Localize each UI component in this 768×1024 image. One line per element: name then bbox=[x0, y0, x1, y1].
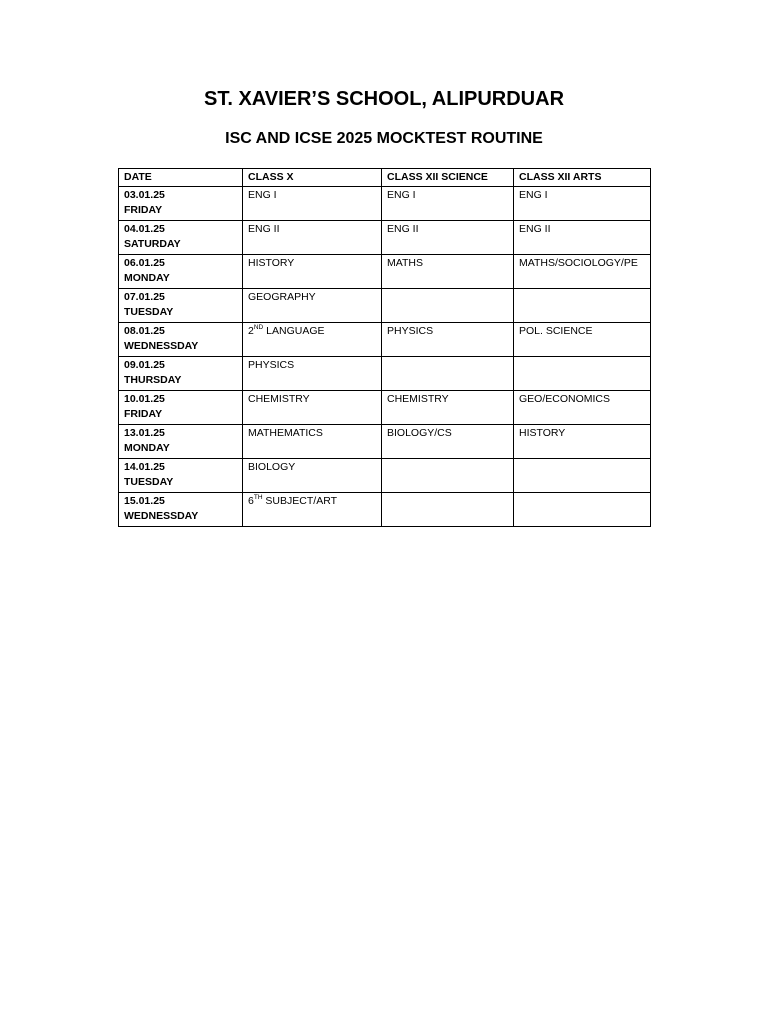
class-x-subject-text: HISTORY bbox=[248, 257, 295, 269]
date-cell bbox=[119, 425, 243, 459]
class-xii-arts-subject bbox=[514, 357, 651, 391]
header-class-xii-arts: CLASS XII ARTS bbox=[514, 169, 651, 187]
exam-date: 04.01.25 bbox=[124, 223, 165, 235]
exam-day: MONDAY bbox=[124, 272, 170, 284]
table-row bbox=[119, 493, 651, 527]
table-row bbox=[119, 187, 651, 221]
exam-date: 14.01.25 bbox=[124, 461, 165, 473]
class-x-subject-text: PHYSICS bbox=[248, 359, 295, 371]
class-xii-science-subject bbox=[382, 493, 514, 527]
exam-date: 10.01.25 bbox=[124, 393, 165, 405]
class-x-subject-rest: SUBJECT/ART bbox=[262, 495, 337, 507]
class-x-subject-text: GEOGRAPHY bbox=[248, 291, 316, 303]
class-x-subject-text: 2 bbox=[248, 325, 254, 337]
table-row bbox=[119, 289, 651, 323]
header-class-x: CLASS X bbox=[243, 169, 382, 187]
class-xii-arts-subject: ENG II bbox=[514, 221, 651, 255]
class-xii-science-subject: PHYSICS bbox=[382, 323, 514, 357]
class-x-subject bbox=[243, 255, 382, 289]
class-xii-science-subject: ENG I bbox=[382, 187, 514, 221]
page-subtitle: ISC AND ICSE 2025 MOCKTEST ROUTINE bbox=[225, 130, 543, 147]
table-header-row bbox=[119, 169, 651, 187]
date-cell bbox=[119, 391, 243, 425]
exam-date: 13.01.25 bbox=[124, 427, 165, 439]
exam-date: 07.01.25 bbox=[124, 291, 165, 303]
class-x-subject-text: CHEMISTRY bbox=[248, 393, 310, 405]
exam-date: 08.01.25 bbox=[124, 325, 165, 337]
class-xii-science-subject: ENG II bbox=[382, 221, 514, 255]
table-row bbox=[119, 391, 651, 425]
header-date: DATE bbox=[119, 169, 243, 187]
class-xii-science-subject: MATHS bbox=[382, 255, 514, 289]
exam-day: WEDNESSDAY bbox=[124, 510, 199, 522]
exam-day: SATURDAY bbox=[124, 238, 181, 250]
exam-date: 06.01.25 bbox=[124, 257, 165, 269]
header-class-xii-science: CLASS XII SCIENCE bbox=[382, 169, 514, 187]
date-cell bbox=[119, 289, 243, 323]
class-xii-arts-subject bbox=[514, 459, 651, 493]
class-xii-science-subject: BIOLOGY/CS bbox=[382, 425, 514, 459]
date-cell bbox=[119, 323, 243, 357]
exam-day: TUESDAY bbox=[124, 476, 174, 488]
table-row bbox=[119, 459, 651, 493]
ordinal-superscript: ND bbox=[253, 324, 264, 331]
ordinal-superscript: TH bbox=[253, 494, 263, 501]
date-cell bbox=[119, 221, 243, 255]
date-cell bbox=[119, 187, 243, 221]
table-row bbox=[119, 221, 651, 255]
table-row bbox=[119, 357, 651, 391]
class-x-subject-text: BIOLOGY bbox=[248, 461, 296, 473]
page-title: ST. XAVIER’S SCHOOL, ALIPURDUAR bbox=[203, 88, 565, 110]
class-xii-science-subject bbox=[382, 289, 514, 323]
date-cell bbox=[119, 459, 243, 493]
routine-table-body bbox=[119, 187, 651, 527]
exam-day: TUESDAY bbox=[124, 306, 174, 318]
class-x-subject-text: 6 bbox=[248, 495, 254, 507]
exam-day: FRIDAY bbox=[124, 408, 163, 420]
exam-date: 09.01.25 bbox=[124, 359, 165, 371]
class-xii-arts-subject: HISTORY bbox=[514, 425, 651, 459]
class-xii-arts-subject: MATHS/SOCIOLOGY/PE bbox=[514, 255, 651, 289]
table-row bbox=[119, 425, 651, 459]
exam-day: THURSDAY bbox=[124, 374, 182, 386]
class-x-subject bbox=[243, 391, 382, 425]
class-xii-arts-subject: ENG I bbox=[514, 187, 651, 221]
date-cell bbox=[119, 493, 243, 527]
class-xii-science-subject bbox=[382, 357, 514, 391]
class-x-subject-text: ENG II bbox=[248, 223, 280, 235]
exam-date: 15.01.25 bbox=[124, 495, 165, 507]
class-x-subject bbox=[243, 459, 382, 493]
date-cell bbox=[119, 255, 243, 289]
class-xii-arts-subject: POL. SCIENCE bbox=[514, 323, 651, 357]
class-x-subject bbox=[243, 493, 382, 527]
table-row bbox=[119, 255, 651, 289]
exam-day: MONDAY bbox=[124, 442, 170, 454]
class-x-subject-rest: LANGUAGE bbox=[263, 325, 325, 337]
routine-table bbox=[118, 168, 651, 527]
class-x-subject bbox=[243, 323, 382, 357]
class-x-subject bbox=[243, 221, 382, 255]
table-row bbox=[119, 323, 651, 357]
class-x-subject bbox=[243, 187, 382, 221]
exam-day: WEDNESSDAY bbox=[124, 340, 199, 352]
class-xii-science-subject bbox=[382, 459, 514, 493]
exam-date: 03.01.25 bbox=[124, 189, 165, 201]
class-xii-science-subject: CHEMISTRY bbox=[382, 391, 514, 425]
class-x-subject-text: ENG I bbox=[248, 189, 277, 201]
class-xii-arts-subject: GEO/ECONOMICS bbox=[514, 391, 651, 425]
class-x-subject bbox=[243, 289, 382, 323]
class-x-subject bbox=[243, 425, 382, 459]
exam-day: FRIDAY bbox=[124, 204, 163, 216]
date-cell bbox=[119, 357, 243, 391]
class-xii-arts-subject bbox=[514, 493, 651, 527]
class-xii-arts-subject bbox=[514, 289, 651, 323]
class-x-subject-text: MATHEMATICS bbox=[248, 427, 323, 439]
class-x-subject bbox=[243, 357, 382, 391]
